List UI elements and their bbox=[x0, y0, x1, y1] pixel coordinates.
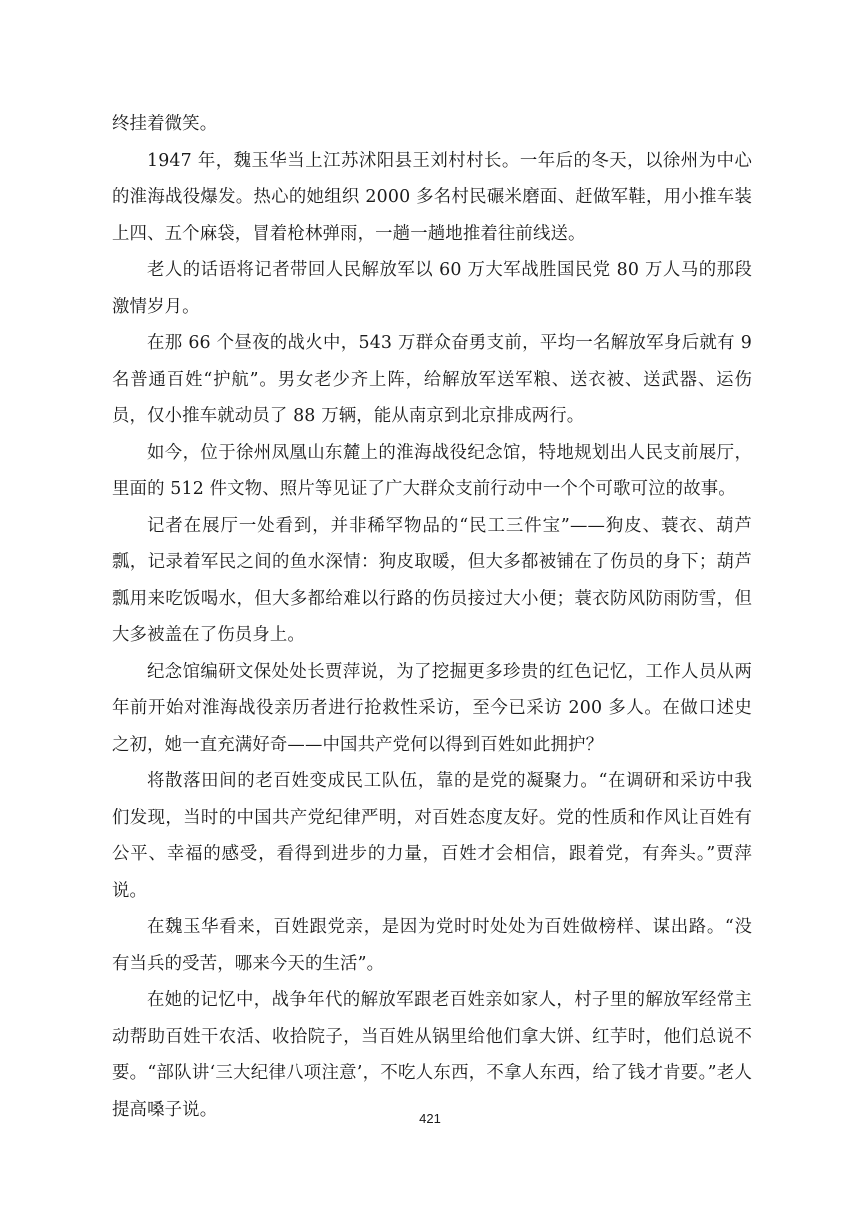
paragraph: 老人的话语将记者带回人民解放军以 60 万大军战胜国民党 80 万人马的那段激情岁月。 bbox=[112, 260, 752, 317]
paragraph: 记者在展厅一处看到，并非稀罕物品的“民工三件宝”——狗皮、蓑衣、葫芦瓢，记录着军民之间的鱼水深情：狗皮取暖，但大多都被铺在了伤员的身下；葫芦瓢用来吃饭喝水，但大多都给难以行路的伤员接过大小便；蓑衣防风防雨防雪，但大多被盖在了伤员身上。 bbox=[112, 515, 752, 645]
document-body bbox=[112, 106, 752, 1128]
paragraph: 纪念馆编研文保处处长贾萍说，为了挖掘更多珍贵的红色记忆，工作人员从两年前开始对淮海战役亲历者进行抢救性采访，至今已采访 200 多人。在做口述史之初，她一直充满好奇——中国共产党何以得到百姓如此拥护？ bbox=[112, 661, 752, 755]
paragraph: 将散落田间的老百姓变成民工队伍，靠的是党的凝聚力。“在调研和采访中我们发现，当时的中国共产党纪律严明，对百姓态度友好。党的性质和作风让百姓有公平、幸福的感受，看得到进步的力量，百姓才会相信，跟着党，有奔头。”贾萍说。 bbox=[112, 771, 752, 901]
paragraph: 1947 年，魏玉华当上江苏沭阳县王刘村村长。一年后的冬天，以徐州为中心的淮海战役爆发。热心的她组织 2000 多名村民碾米磨面、赶做军鞋，用小推车装上四、五个麻袋，冒着枪林弹雨，一趟一趟地推着往前线送。 bbox=[112, 150, 752, 244]
paragraph: 在她的记忆中，战争年代的解放军跟老百姓亲如家人，村子里的解放军经常主动帮助百姓干农活、收拾院子，当百姓从锅里给他们拿大饼、红芋时，他们总说不要。“部队讲‘三大纪律八项注意’，不吃人东西，不拿人东西，给了钱才肯要。”老人提高嗓子说。 bbox=[112, 990, 752, 1120]
page-number: 421 bbox=[419, 1111, 441, 1126]
paragraph: 在魏玉华看来，百姓跟党亲，是因为党时时处处为百姓做榜样、谋出路。“没有当兵的受苦，哪来今天的生活”。 bbox=[112, 917, 752, 974]
paragraph-continuation: 终挂着微笑。 bbox=[112, 114, 218, 134]
paragraph: 如今，位于徐州凤凰山东麓上的淮海战役纪念馆，特地规划出人民支前展厅，里面的 512 件文物、照片等见证了广大群众支前行动中一个个可歌可泣的故事。 bbox=[112, 442, 752, 499]
paragraph: 在那 66 个昼夜的战火中，543 万群众奋勇支前，平均一名解放军身后就有 9 名普通百姓“护航”。男女老少齐上阵，给解放军送军粮、送衣被、送武器、运伤员，仅小推车就动员了 88 万辆，能从南京到北京排成两行。 bbox=[112, 333, 752, 426]
